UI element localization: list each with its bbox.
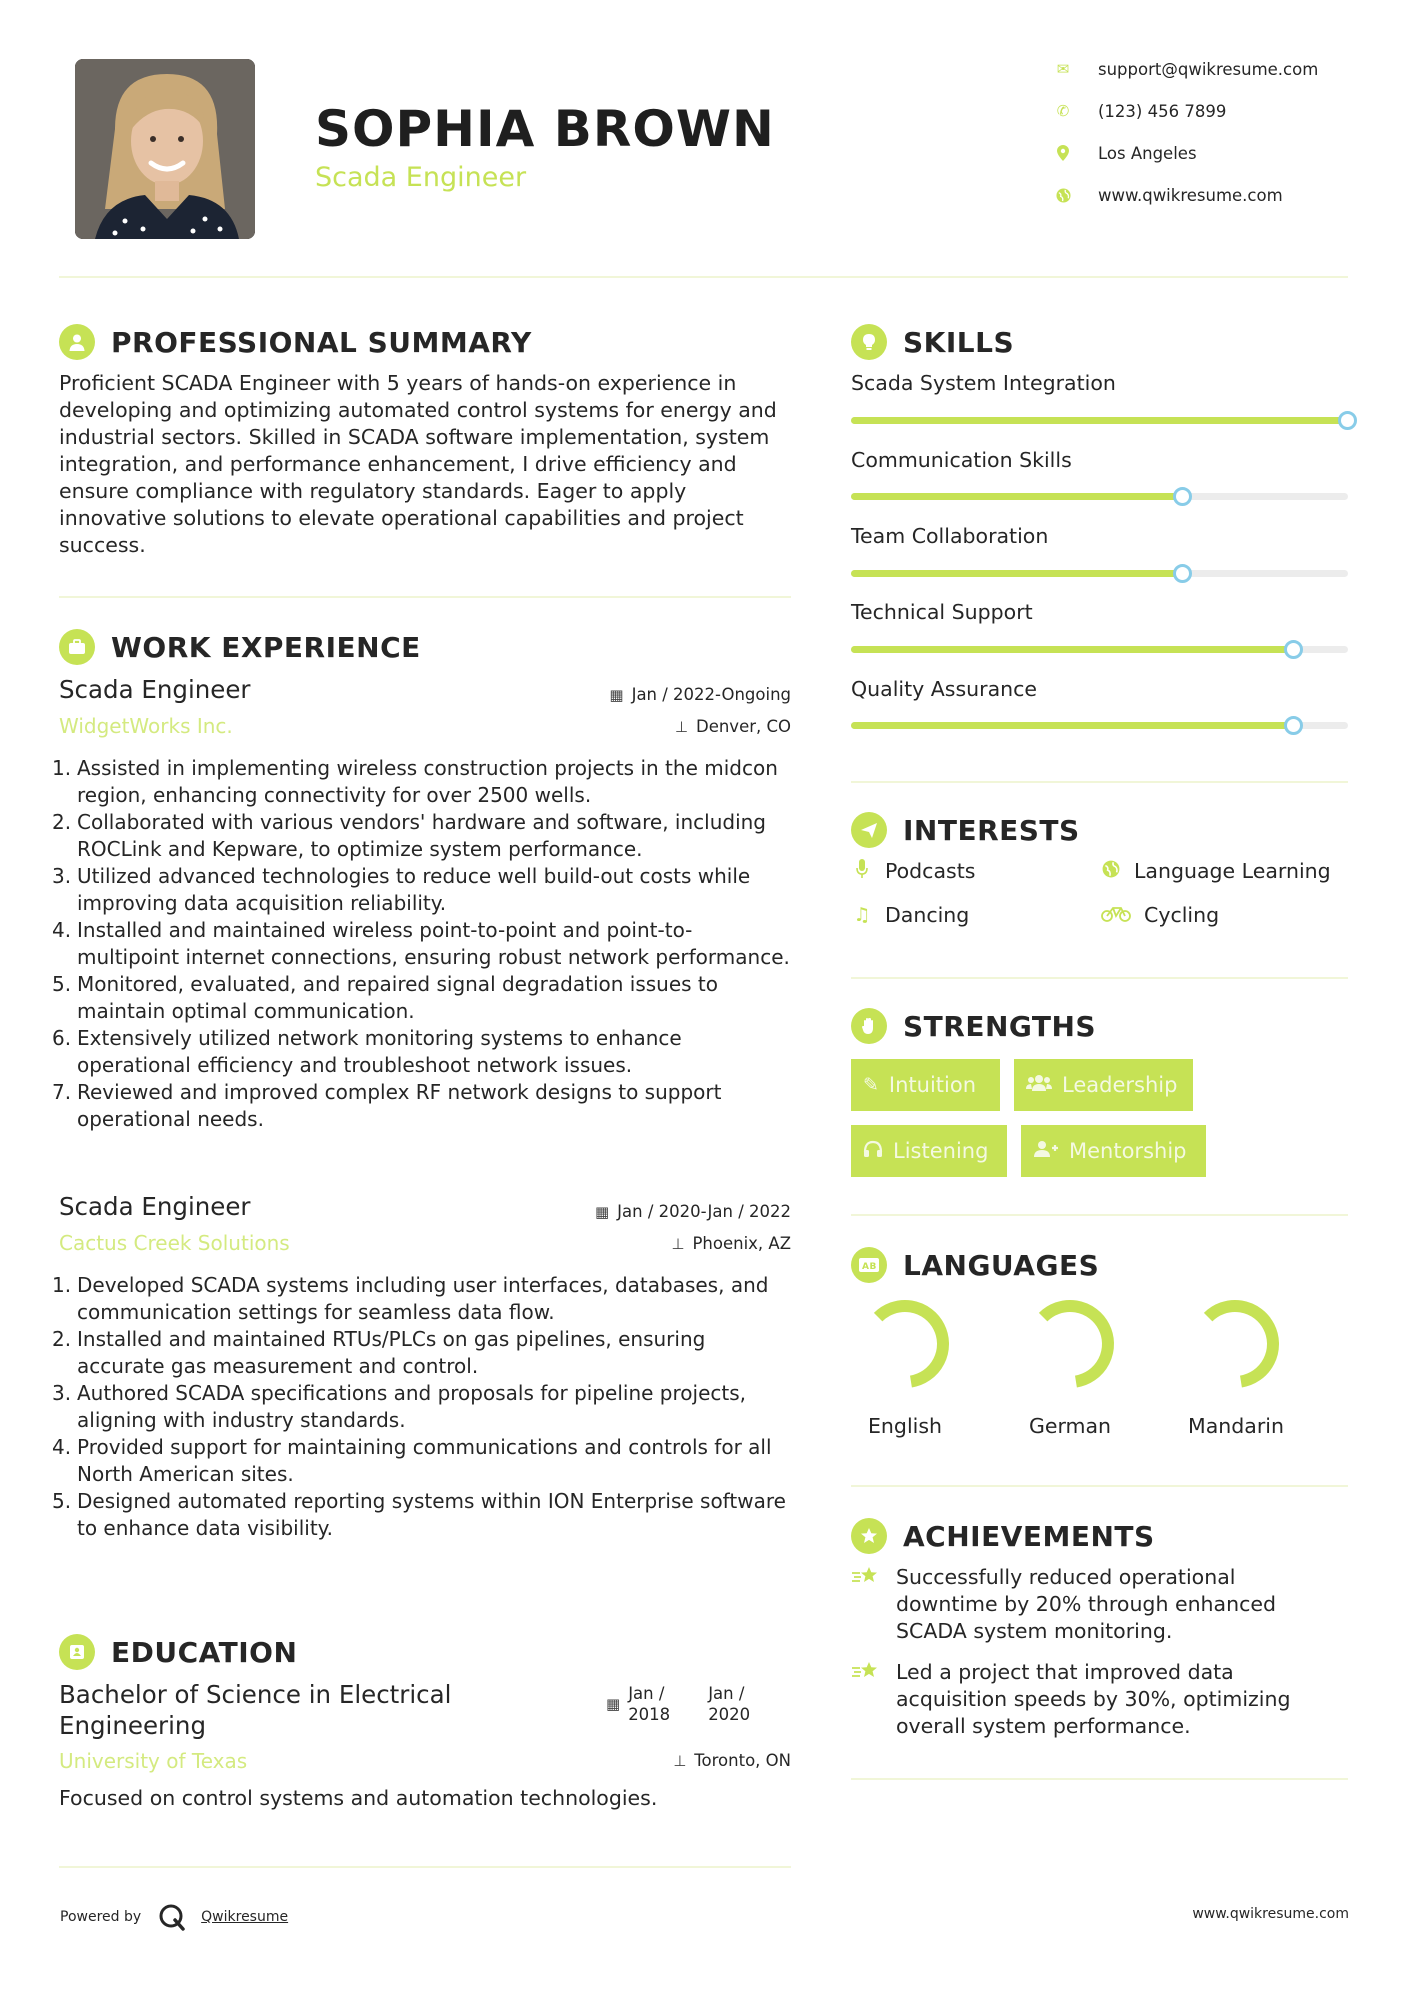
degree-title [59, 1679, 451, 1741]
strength-tag [851, 1125, 1007, 1177]
hand-icon [851, 1008, 887, 1044]
briefcase-icon [59, 629, 95, 665]
achievement-item [851, 1564, 1311, 1645]
list-item: 6. Extensively utilized network monitoring systems to enhance operational efficiency and troubleshoot network issues. [52, 1026, 682, 1077]
globe-icon [1052, 184, 1074, 206]
strengths-heading [851, 1008, 1096, 1044]
summary-heading-text: PROFESSIONAL SUMMARY [111, 325, 532, 359]
paper-plane-icon [851, 812, 887, 848]
skills-heading [851, 324, 1014, 360]
achievements-heading-text: ACHIEVEMENTS [903, 1519, 1155, 1553]
experience-heading [59, 629, 421, 665]
list-item: 7. Reviewed and improved complex RF network designs to support operational needs. [52, 1080, 722, 1131]
skill-label: Technical Support [851, 600, 1033, 624]
shooting-star-icon [851, 1659, 896, 1740]
contact-website[interactable] [1052, 180, 1283, 210]
skill-bar [851, 493, 1348, 500]
interest-item [1100, 859, 1331, 883]
skill-label: Quality Assurance [851, 677, 1038, 701]
list-item: 1. Developed SCADA systems including user interfaces, databases, and communication settings for seamless data flow. [52, 1273, 769, 1324]
achievement-text: Successfully reduced operational downtime by 20% through enhanced SCADA system monitoring. [896, 1565, 1277, 1643]
job-dates-text: Jan / 2022-Ongoing [631, 685, 791, 704]
job-company: WidgetWorks Inc. [59, 714, 233, 738]
bicycle-icon [1100, 904, 1132, 927]
pushpin-icon: ⊥ [674, 717, 688, 736]
headphones-icon [863, 1140, 883, 1163]
degree-line-2: Engineering [59, 1711, 206, 1740]
interest-item [851, 859, 975, 883]
contact-location [1052, 138, 1197, 168]
interest-label: Dancing [885, 903, 970, 927]
powered-by-text: Powered by [60, 1909, 142, 1925]
list-item: 3. Authored SCADA specifications and proposals for pipeline projects, aligning with industry standards. [52, 1381, 746, 1432]
interest-item [1100, 903, 1219, 927]
calendar-icon: ▦ [594, 1202, 610, 1221]
languages-heading [851, 1247, 1099, 1283]
skill-bar [851, 570, 1348, 577]
skill-bar [851, 417, 1348, 424]
microphone-icon [851, 859, 873, 883]
strength-label: Intuition [888, 1073, 977, 1097]
skill-bar-fill [851, 493, 1182, 500]
globe-icon [1100, 860, 1122, 883]
envelope-icon: ✉ [1056, 60, 1070, 78]
interests-heading [851, 812, 1080, 848]
map-pin-icon [1052, 142, 1074, 164]
job-location-text: Denver, CO [695, 717, 791, 736]
contact-website-text: www.qwikresume.com [1098, 185, 1283, 205]
users-icon [1026, 1074, 1052, 1097]
music-note-icon: ♫ [853, 904, 871, 926]
job-location [675, 717, 791, 736]
strength-label: Mentorship [1069, 1139, 1187, 1163]
contact-location-text: Los Angeles [1098, 143, 1197, 163]
list-item: 3. Utilized advanced technologies to reduce well build-out costs while improving data acquisition reliability. [52, 864, 751, 915]
skill-bar [851, 722, 1348, 729]
skill-bar-fill [851, 646, 1293, 653]
list-item: 1. Assisted in implementing wireless construction projects in the midcon region, enhancing connectivity for over 2500 wells. [52, 756, 778, 807]
calendar-icon: ▦ [609, 685, 624, 704]
job-dates [595, 1202, 791, 1221]
list-item: 5. Monitored, evaluated, and repaired signal degradation issues to maintain optimal communication. [52, 972, 719, 1023]
achievement-text: Led a project that improved data acquisition speeds by 30%, optimizing overall system performance. [896, 1660, 1291, 1738]
interests-heading-text: INTERESTS [903, 813, 1080, 847]
shooting-star-icon [851, 1564, 896, 1645]
contact-phone[interactable] [1052, 96, 1226, 126]
interest-item [851, 903, 969, 927]
user-icon [59, 324, 95, 360]
achievements-divider [851, 1778, 1348, 1780]
achievement-item [851, 1659, 1311, 1740]
summary-heading [59, 324, 532, 360]
lightbulb-icon [851, 324, 887, 360]
contact-email-text: support@qwikresume.com [1098, 59, 1319, 79]
summary-divider [59, 596, 791, 598]
pushpin-icon: ⊥ [673, 1751, 687, 1770]
skill-label: Communication Skills [851, 448, 1072, 472]
skill-bar-fill [851, 722, 1293, 729]
strength-label: Listening [893, 1139, 989, 1163]
skills-heading-text: SKILLS [903, 325, 1015, 359]
magic-wand-icon: ✎ [863, 1074, 879, 1096]
language-label: English [867, 1414, 943, 1438]
contact-email[interactable] [1052, 54, 1318, 84]
job-location [671, 1234, 791, 1253]
list-item: 2. Installed and maintained RTUs/PLCs on gas pipelines, ensuring accurate gas measurement and control. [52, 1327, 706, 1378]
job-bullets [52, 755, 794, 1133]
education-location [673, 1751, 791, 1770]
phone-icon: ✆ [1056, 102, 1070, 120]
profile-photo [75, 59, 255, 239]
education-heading [59, 1634, 297, 1670]
skill-bar-knob [1173, 564, 1192, 583]
strength-tag [851, 1059, 1000, 1111]
strength-tag [1014, 1059, 1193, 1111]
contact-phone-text: (123) 456 7899 [1098, 101, 1227, 121]
skills-divider [851, 781, 1348, 783]
education-heading-text: EDUCATION [111, 1635, 298, 1669]
interest-label: Language Learning [1134, 859, 1331, 883]
language-ring-arc [878, 1306, 943, 1382]
svg-text:AB: AB [862, 1262, 877, 1272]
interest-label: Cycling [1144, 903, 1220, 927]
school-name: University of Texas [59, 1749, 248, 1773]
list-item: 5. Designed automated reporting systems within ION Enterprise software to enhance data visibility. [52, 1489, 786, 1540]
job-company: Cactus Creek Solutions [59, 1231, 290, 1255]
language-icon [851, 1247, 887, 1283]
strengths-divider [851, 1214, 1348, 1216]
education-location-text: Toronto, ON [694, 1751, 791, 1770]
list-item: 4. Provided support for maintaining communications and controls for all North American sites. [52, 1435, 772, 1486]
list-item: 2. Collaborated with various vendors' hardware and software, including ROCLink and Kepware, to optimize system performance. [52, 810, 767, 861]
job-dates-text: Jan / 2020-Jan / 2022 [617, 1202, 791, 1221]
language-ring-arc [1208, 1306, 1273, 1382]
skill-bar-fill [851, 417, 1348, 424]
candidate-name: SOPHIA BROWN [315, 100, 775, 158]
languages-heading-text: LANGUAGES [903, 1248, 1100, 1282]
header-divider [59, 276, 1348, 278]
achievements-heading [851, 1518, 1155, 1554]
calendar-icon: ▦ [606, 1694, 621, 1713]
skill-bar-knob [1338, 411, 1357, 430]
edu-end-date: Jan / 2020 [708, 1684, 751, 1724]
user-plus-icon [1033, 1140, 1059, 1163]
skill-bar-knob [1284, 640, 1303, 659]
skill-bar-knob [1284, 716, 1303, 735]
language-ring [859, 1298, 951, 1390]
job-bullets [52, 1272, 794, 1542]
job-title: Scada Engineer [59, 675, 251, 704]
experience-heading-text: WORK EXPERIENCE [111, 630, 421, 664]
skill-bar-knob [1173, 487, 1192, 506]
language-ring [1189, 1298, 1281, 1390]
footer-website[interactable]: www.qwikresume.com [1192, 1906, 1349, 1922]
strengths-heading-text: STRENGTHS [903, 1009, 1097, 1043]
education-dates [606, 1683, 750, 1725]
language-label: Mandarin [1188, 1414, 1284, 1438]
pushpin-icon: ⊥ [671, 1234, 685, 1253]
language-ring-arc [1043, 1306, 1108, 1382]
languages-divider [851, 1485, 1348, 1487]
qwikresume-logo-icon [157, 1902, 187, 1932]
language-label: German [1028, 1414, 1112, 1438]
education-description: Focused on control systems and automation technologies. [59, 1786, 658, 1810]
graduation-icon [59, 1634, 95, 1670]
job-location-text: Phoenix, AZ [692, 1234, 791, 1253]
skill-label: Scada System Integration [851, 371, 1116, 395]
interests-divider [851, 977, 1348, 979]
education-divider [59, 1866, 791, 1868]
interest-label: Podcasts [885, 859, 976, 883]
skill-bar-fill [851, 570, 1182, 577]
job-title: Scada Engineer [59, 1192, 251, 1221]
edu-start-date: Jan / 2018 [628, 1684, 671, 1724]
skill-bar [851, 646, 1348, 653]
star-badge-icon [851, 1518, 887, 1554]
summary-text: Proficient SCADA Engineer with 5 years of hands-on experience in developing and optimizing automated control systems for energy and industrial sectors. Skilled in SCADA software implementation, system integration, and performance enhancement, I drive efficiency and ensure compliance with regulatory standards. Eager to apply innovative solutions to elevate operational capabilities and project success. [59, 371, 777, 557]
footer-powered-by [60, 1902, 288, 1932]
skill-label: Team Collaboration [851, 524, 1049, 548]
strength-label: Leadership [1062, 1073, 1178, 1097]
job-dates [609, 685, 791, 704]
strength-tag [1021, 1125, 1206, 1177]
avatar-illustration [75, 59, 255, 239]
candidate-role: Scada Engineer [315, 162, 527, 193]
degree-line-1: Bachelor of Science in Electrical [59, 1680, 452, 1709]
language-ring [1024, 1298, 1116, 1390]
qwikresume-link[interactable]: Qwikresume [201, 1909, 289, 1925]
list-item: 4. Installed and maintained wireless point-to-point and point-to-multipoint internet connections, ensuring robust network performance. [52, 918, 790, 969]
